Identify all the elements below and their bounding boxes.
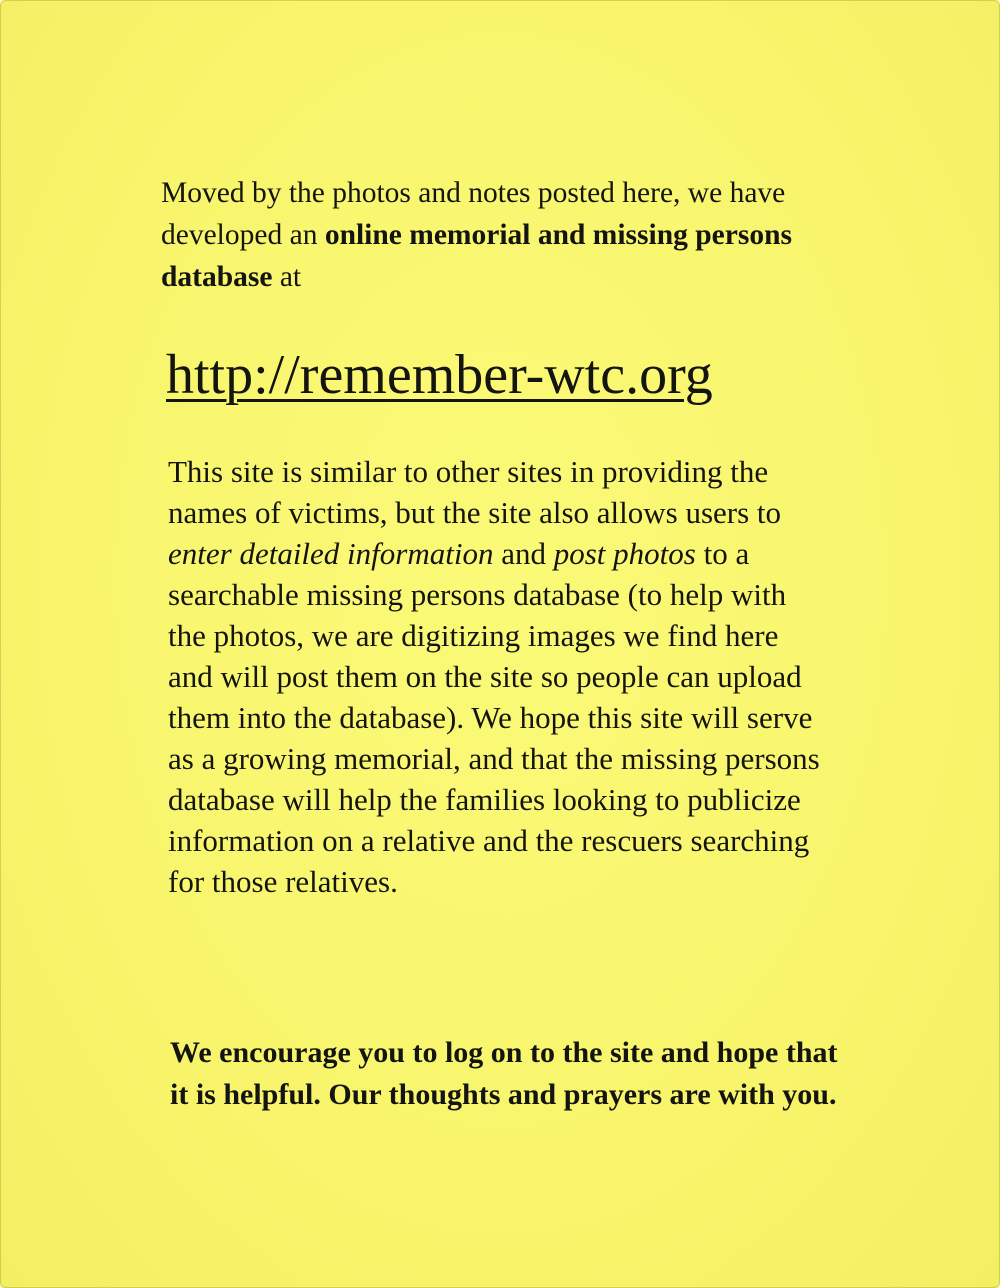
description-italic-1: enter detailed information [168,536,494,571]
intro-paragraph [161,172,851,298]
description-text-1: This site is similar to other sites in providing the names of victims, but the site also allows users to [168,454,782,530]
intro-bold-text: online memorial and missing persons database [161,219,792,293]
description-text-3: to a searchable missing persons database (to help with the photos, we are digitizing images we find here and will post them on the site so people can upload them into the database). We hope this site will serve as a growing memorial, and that the missing persons database will help the families looking to publicize information on a relative and the rescuers searching for those relatives. [168,536,820,899]
description-text-2: and [493,536,554,571]
closing-paragraph: We encourage you to log on to the site and hope that it is helpful. Our thoughts and prayers are with you. [170,1036,838,1111]
intro-text-start: Moved by the photos and notes posted here, we have developed an [161,177,786,251]
website-url[interactable]: http://remember-wtc.org [166,344,713,406]
intro-text-end: at [272,261,302,293]
description-paragraph [168,451,828,902]
description-italic-2: post photos [553,536,696,571]
